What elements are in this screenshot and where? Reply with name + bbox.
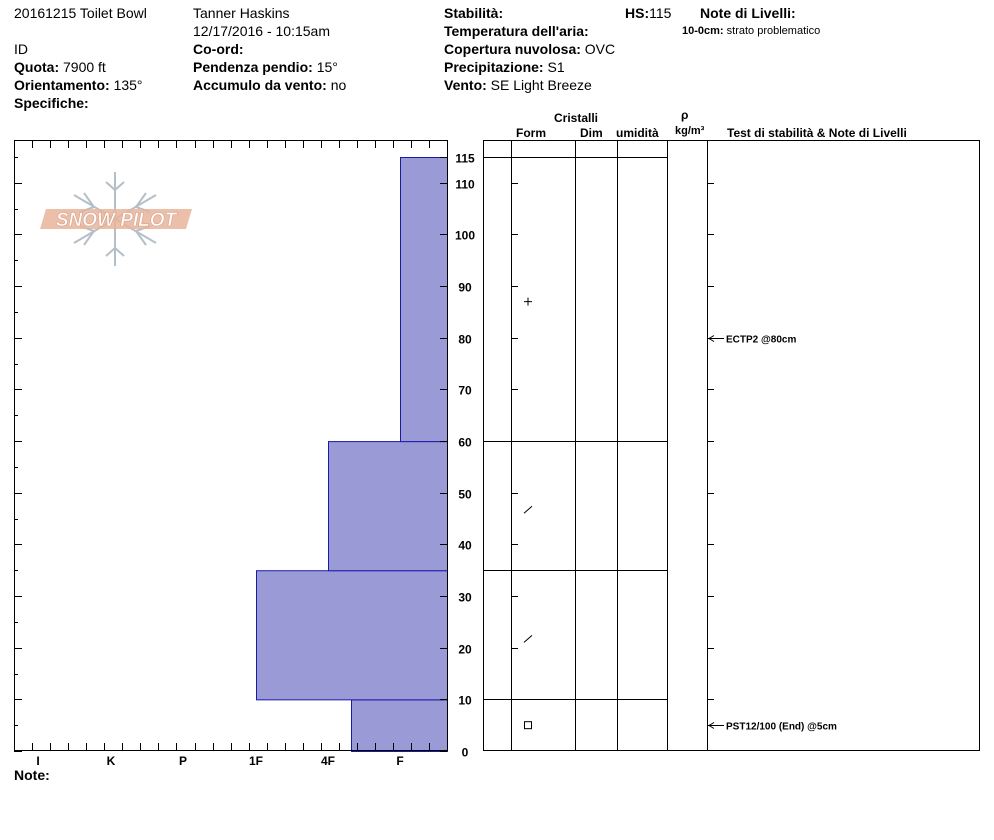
layer-note-range: 10-0cm:	[682, 25, 724, 37]
wind-loading-label: Accumulo da vento:	[193, 77, 327, 93]
aspect-value: 135°	[113, 77, 143, 93]
depth-tick-label: 30	[458, 590, 472, 605]
stability-test-label: PST12/100 (End) @5cm	[726, 721, 837, 733]
wind-value: SE Light Breeze	[490, 77, 592, 93]
moisture-header: umidità	[616, 126, 659, 140]
aspect-label: Orientamento:	[14, 77, 110, 93]
wind-loading-value: no	[330, 77, 347, 93]
hs-value: 115	[649, 5, 672, 21]
precip-label: Precipitazione:	[444, 59, 544, 75]
rho-header: ρ	[681, 108, 689, 122]
air-temp-label: Temperatura dell'aria:	[444, 23, 589, 39]
specifics-label: Specifiche:	[14, 95, 89, 111]
crystal-forms	[524, 298, 532, 729]
hardness-scale-label: K	[106, 754, 116, 768]
hardness-scale-label: 4F	[320, 754, 336, 768]
hardness-layer-bar	[329, 442, 448, 571]
sky-value: OVC	[584, 41, 616, 57]
slope-label: Pendenza pendio:	[193, 59, 313, 75]
depth-tick-label: 70	[458, 383, 472, 398]
depth-tick-label: 0	[461, 745, 469, 760]
crystals-header: Cristalli	[554, 111, 599, 125]
observation-datetime: 12/17/2016 - 10:15am	[193, 23, 330, 39]
layer-note-text: strato problematico	[726, 25, 821, 37]
crystal-form-symbol	[525, 722, 532, 729]
pit-id-label: ID	[14, 41, 28, 57]
sky-label: Copertura nuvolosa:	[444, 41, 581, 57]
form-header: Form	[516, 126, 546, 140]
pit-name: 20161215 Toilet Bowl	[14, 5, 147, 21]
logo-text: SNOW PILOT	[55, 210, 177, 231]
hardness-layer-bar	[257, 571, 448, 700]
elevation-label: Quota:	[14, 59, 60, 75]
depth-tick-label: 10	[458, 693, 472, 708]
stability-test-label: ECTP2 @80cm	[726, 334, 797, 346]
precip-value: S1	[547, 59, 565, 75]
hardness-scale-labels	[36, 754, 403, 768]
layer-notes-label: Note di Livelli:	[700, 5, 796, 21]
observer-name: Tanner Haskins	[193, 5, 290, 21]
hs-label: HS:	[625, 5, 650, 21]
depth-tick-label: 100	[454, 228, 476, 243]
size-header: Dim	[580, 126, 603, 140]
coord-label: Co-ord:	[193, 41, 244, 57]
hardness-scale-label: I	[36, 754, 40, 768]
depth-tick-label: 80	[458, 332, 472, 347]
hardness-profile	[257, 158, 448, 752]
snowpilot-logo	[40, 172, 192, 266]
elevation-value: 7900 ft	[63, 59, 106, 75]
hardness-layer-bar	[401, 158, 448, 442]
layers-table-frame	[484, 141, 980, 751]
depth-tick-label: 40	[458, 538, 472, 553]
depth-tick-label: 50	[458, 487, 472, 502]
stability-tests	[708, 335, 837, 733]
hardness-scale-label: P	[178, 754, 188, 768]
crystal-form-symbol	[524, 635, 532, 642]
note-label: Note:	[14, 767, 50, 783]
wind-label: Vento:	[444, 77, 487, 93]
depth-tick-label: 90	[458, 280, 472, 295]
stability-label: Stabilità:	[444, 5, 504, 21]
crystal-form-symbol	[524, 506, 532, 513]
density-unit-header: kg/m³	[675, 125, 705, 137]
slope-value: 15°	[316, 59, 338, 75]
hardness-scale-label: 1F	[248, 754, 264, 768]
hardness-layer-bar	[352, 700, 448, 752]
depth-tick-label: 110	[455, 177, 475, 192]
depth-tick-label: 60	[458, 435, 472, 450]
depth-tick-label: 115	[455, 151, 475, 166]
stability-notes-header: Test di stabilità & Note di Livelli	[727, 126, 907, 140]
depth-tick-label: 20	[458, 642, 472, 657]
hardness-scale-label: F	[396, 754, 404, 768]
